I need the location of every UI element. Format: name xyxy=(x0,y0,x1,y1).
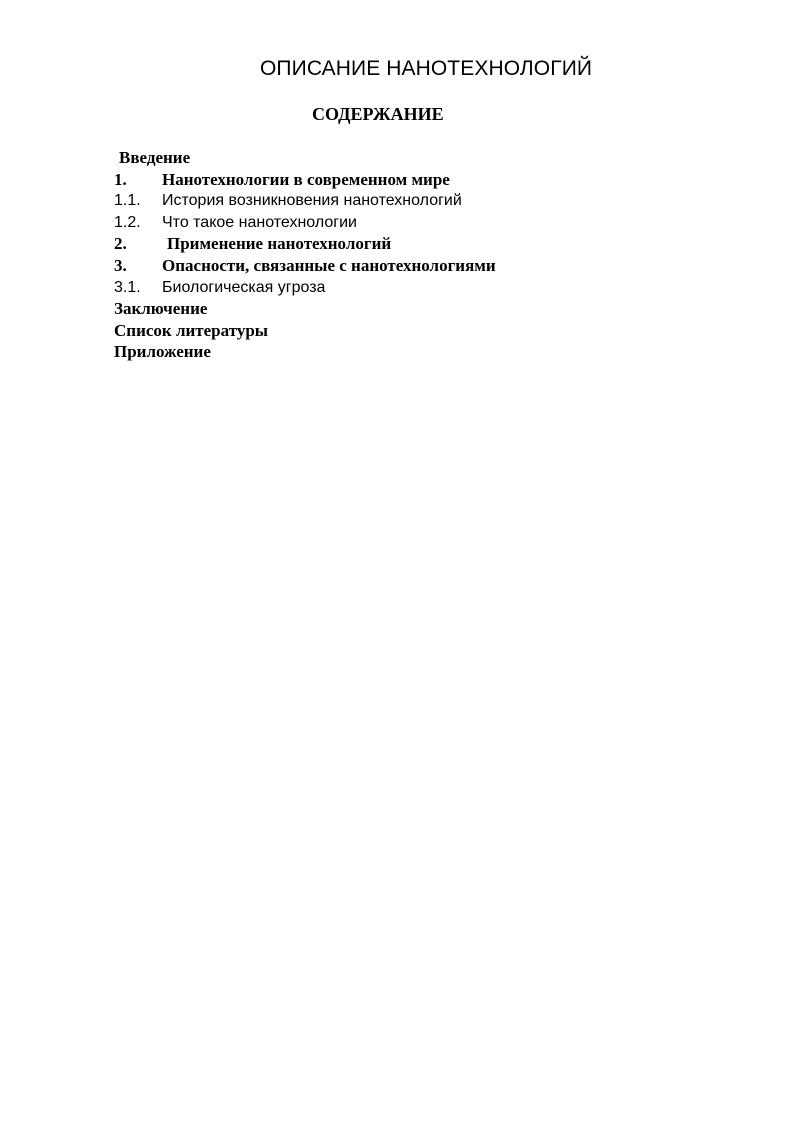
toc-item-number: 2. xyxy=(114,234,127,254)
toc-item-text: Что такое нанотехнологии xyxy=(162,213,357,231)
toc-item-text: Список литературы xyxy=(114,320,269,340)
toc-item-text: Заключение xyxy=(114,299,208,319)
toc-item-appendix xyxy=(114,341,674,363)
toc-item-number: 3.1. xyxy=(114,278,141,296)
toc-item-references xyxy=(114,320,674,342)
toc-item-number: 1. xyxy=(114,169,127,189)
toc-item-text: Биологическая угроза xyxy=(162,278,326,296)
toc-item-section-1-2 xyxy=(114,212,674,234)
toc-item-section-2 xyxy=(114,233,674,255)
toc-item-number: 3. xyxy=(114,255,127,275)
toc-item-section-1 xyxy=(114,169,674,191)
toc-item-text: История возникновения нанотехнологий xyxy=(162,192,462,210)
toc-item-text: Опасности, связанные с нанотехнологиями xyxy=(162,255,496,275)
toc-item-section-1-1 xyxy=(114,190,674,212)
toc-item-number: 1.2. xyxy=(114,213,141,231)
toc-item-text: Применение нанотехнологий xyxy=(167,234,392,254)
table-of-contents xyxy=(114,147,674,363)
toc-item-section-3-1 xyxy=(114,277,674,299)
toc-item-text: Нанотехнологии в современном мире xyxy=(162,169,450,189)
toc-item-introduction xyxy=(114,147,674,169)
toc-item-section-3 xyxy=(114,255,674,277)
toc-item-number: 1.1. xyxy=(114,192,141,210)
toc-item-conclusion xyxy=(114,298,674,320)
toc-item-text: Приложение xyxy=(114,342,211,362)
toc-item-text: Введение xyxy=(119,148,191,167)
toc-heading: СОДЕРЖАНИЕ xyxy=(312,104,444,124)
document-title: ОПИСАНИЕ НАНОТЕХНОЛОГИЙ xyxy=(260,57,593,80)
